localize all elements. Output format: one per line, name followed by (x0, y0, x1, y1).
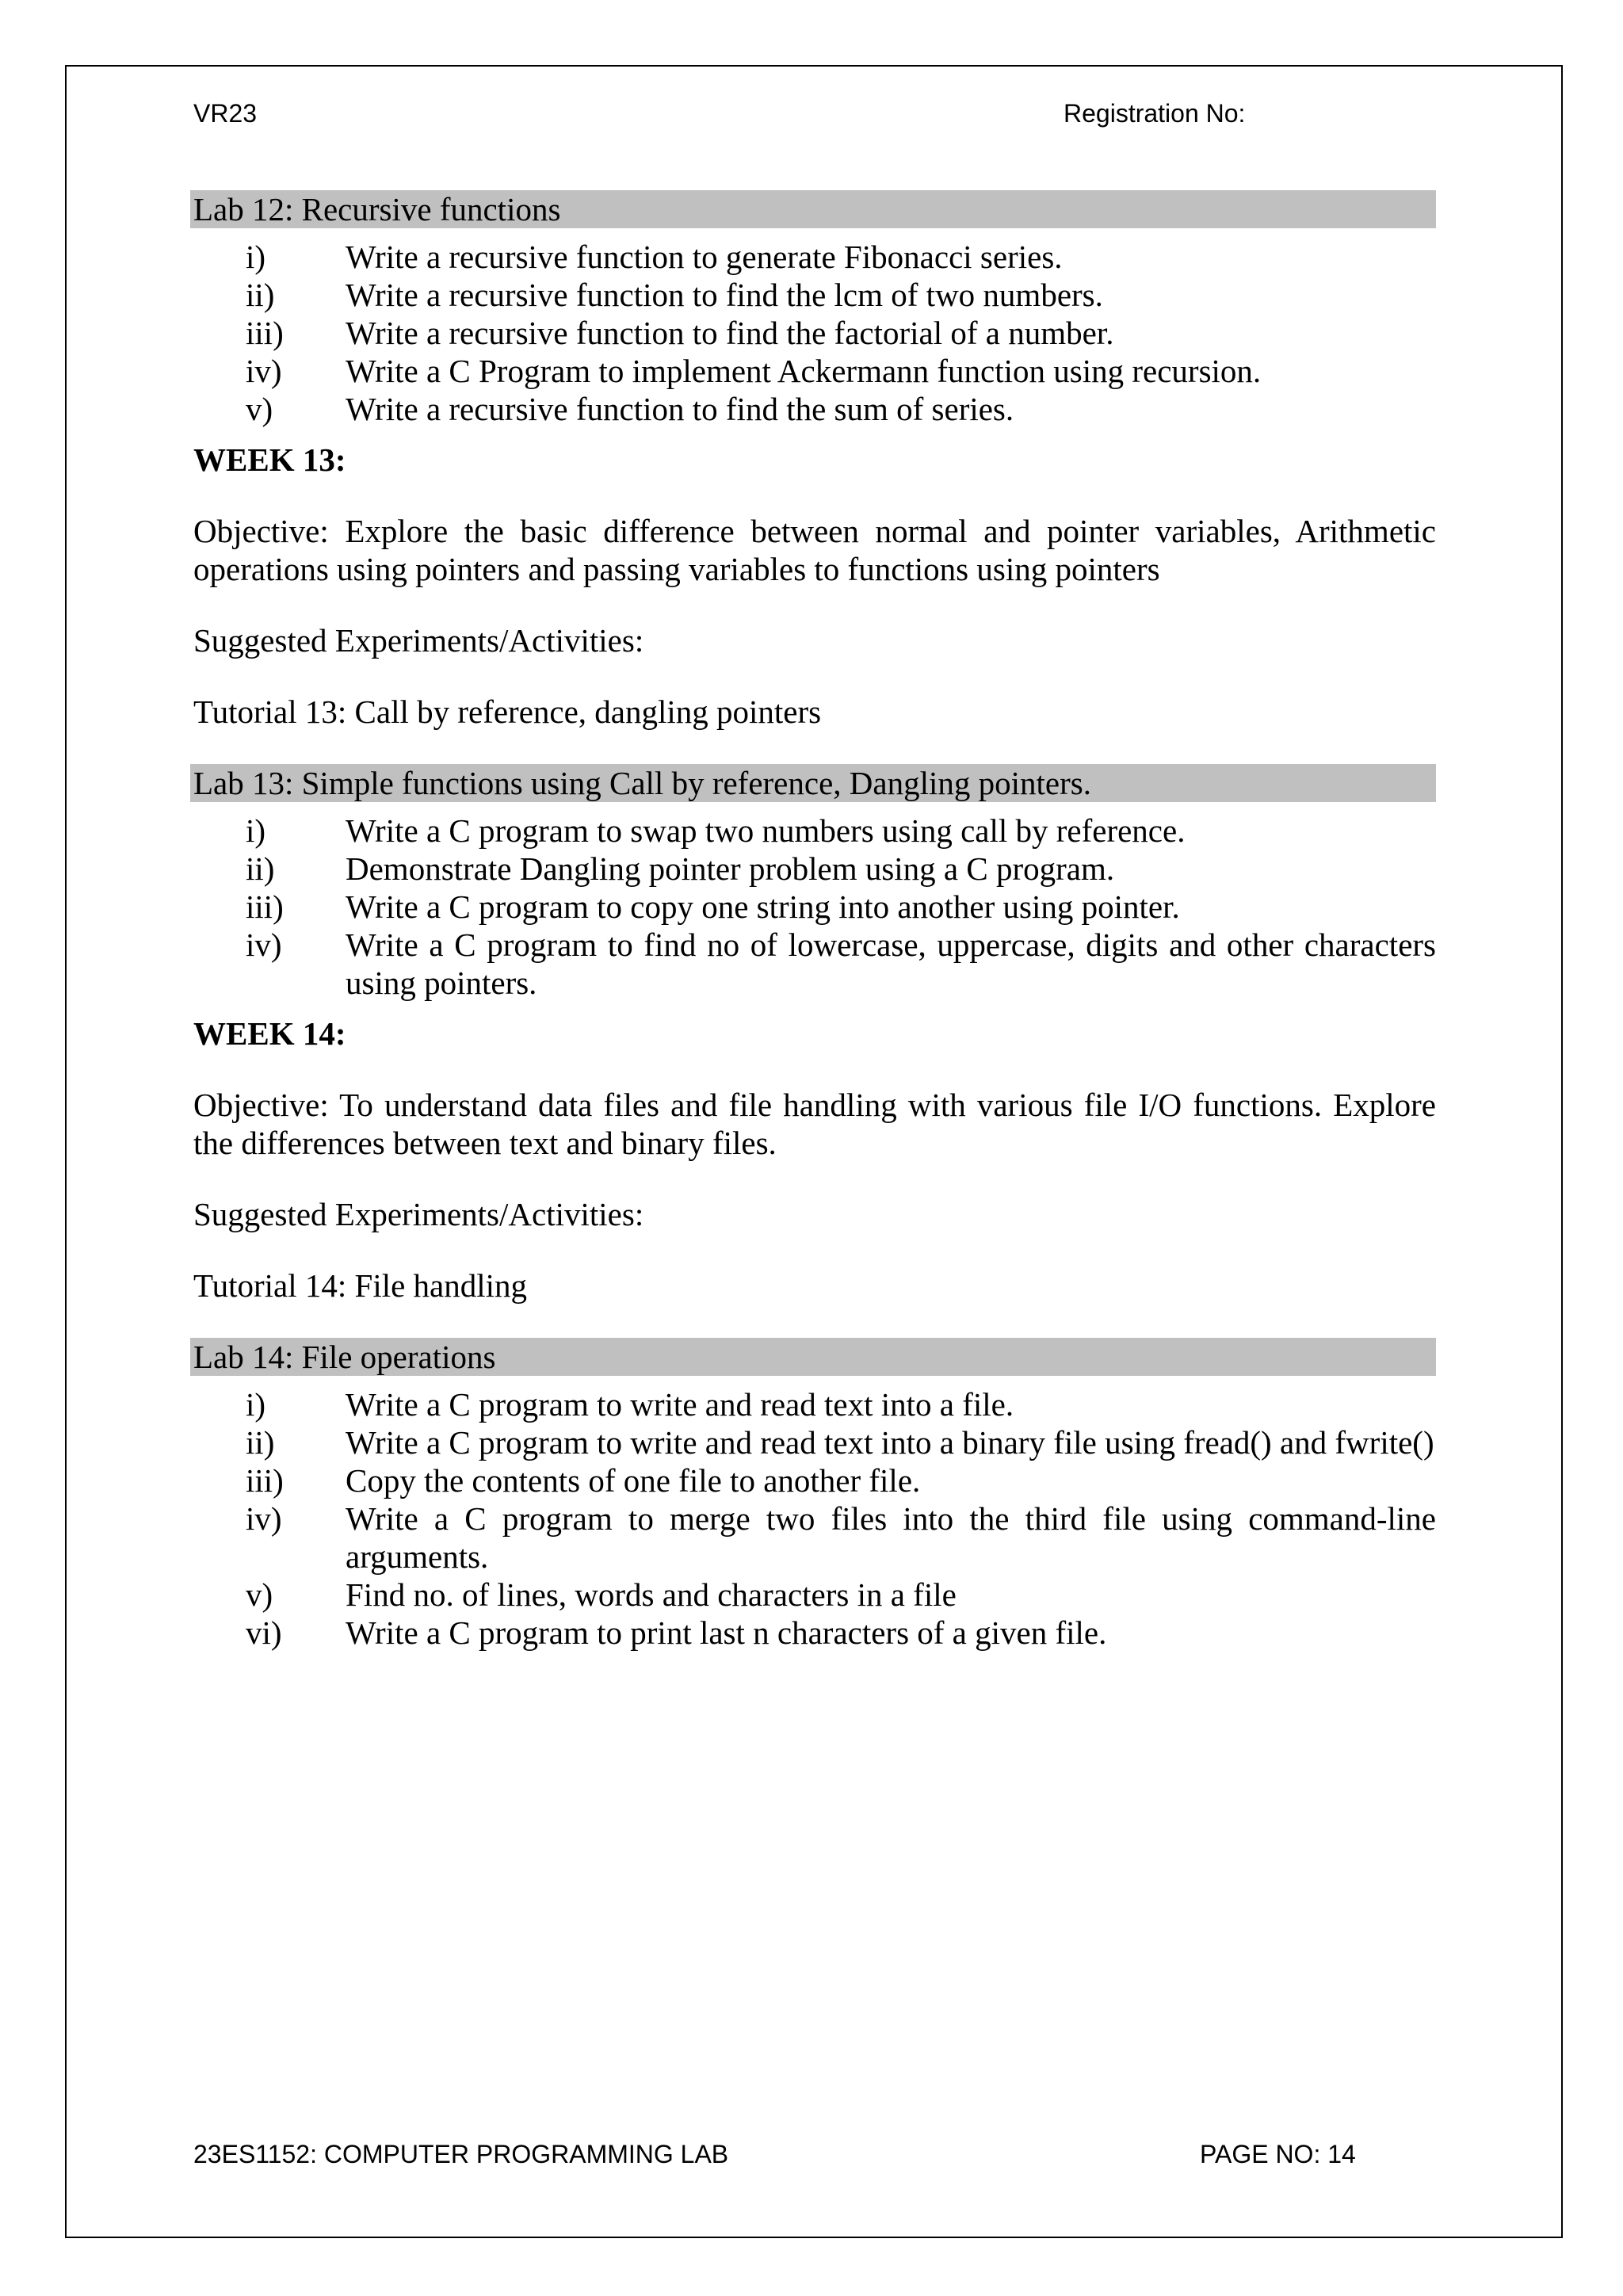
list-item (193, 1423, 1436, 1461)
item-number: iv) (246, 1500, 282, 1537)
item-number: ii) (246, 277, 275, 313)
item-number: v) (246, 391, 273, 427)
lab13-title: Lab 13: Simple functions using Call by reference, Dangling pointers. (190, 764, 1436, 802)
list-item (193, 1499, 1436, 1576)
list-item (193, 1461, 1436, 1499)
list-item (193, 888, 1436, 926)
item-number: iv) (246, 353, 282, 389)
list-item (193, 1614, 1436, 1652)
list-item (193, 238, 1436, 276)
list-item (193, 314, 1436, 352)
footer-page-number: PAGE NO: 14 (1200, 2140, 1356, 2168)
header-registration-label: Registration No: (1064, 99, 1246, 128)
footer-course-title: 23ES1152: COMPUTER PROGRAMMING LAB (193, 2140, 729, 2168)
item-text: Copy the contents of one file to another file. (346, 1462, 921, 1499)
item-number: iii) (246, 315, 284, 351)
week14-heading: WEEK 14: (193, 1015, 346, 1052)
item-text: Write a recursive function to find the sum of series. (346, 391, 1014, 427)
item-text: Write a C program to write and read text into a binary file using fread() and fwrite() (346, 1424, 1434, 1461)
list-item (193, 390, 1436, 428)
week13-objective: Objective: Explore the basic difference between normal and pointer variables, Arithmetic operations using pointers and passing variables to functions using pointers (193, 513, 1436, 587)
list-item (193, 276, 1436, 314)
lab13-list (193, 812, 1436, 1002)
week13-heading: WEEK 13: (193, 441, 346, 478)
list-item (193, 352, 1436, 390)
week14-suggested: Suggested Experiments/Activities: (193, 1196, 644, 1232)
lab14-list (193, 1385, 1436, 1652)
list-item (193, 850, 1436, 888)
item-number: iii) (246, 888, 284, 925)
week14-objective: Objective: To understand data files and file handling with various file I/O functions. Explore the differences between text and binary files. (193, 1087, 1436, 1161)
item-number: vi) (246, 1614, 282, 1651)
item-text: Write a recursive function to find the lcm of two numbers. (346, 277, 1103, 313)
list-item (193, 926, 1436, 1002)
item-text: Demonstrate Dangling pointer problem using a C program. (346, 850, 1115, 887)
item-number: ii) (246, 1424, 275, 1461)
list-item (193, 812, 1436, 850)
list-item (193, 1385, 1436, 1423)
item-text: Write a recursive function to find the factorial of a number. (346, 315, 1114, 351)
item-text: Write a C Program to implement Ackermann function using recursion. (346, 353, 1262, 389)
item-text: Write a C program to swap two numbers using call by reference. (346, 812, 1186, 849)
item-number: iv) (246, 926, 282, 963)
header-regulation: VR23 (193, 99, 258, 128)
item-number: ii) (246, 850, 275, 887)
item-number: v) (246, 1576, 273, 1613)
lab12-list (193, 238, 1436, 428)
item-number: i) (246, 239, 266, 275)
item-text: Write a C program to find no of lowercase, uppercase, digits and other characters using pointers. (346, 926, 1436, 1001)
list-item (193, 1576, 1436, 1614)
document-body (193, 190, 1436, 1652)
item-text: Write a C program to merge two files into the third file using command-line arguments. (346, 1500, 1436, 1575)
item-text: Find no. of lines, words and characters in a file (346, 1576, 957, 1613)
item-text: Write a C program to write and read text into a file. (346, 1386, 1014, 1423)
item-number: i) (246, 1386, 266, 1423)
item-text: Write a C program to print last n characters of a given file. (346, 1614, 1107, 1651)
item-number: iii) (246, 1462, 284, 1499)
item-text: Write a recursive function to generate Fibonacci series. (346, 239, 1063, 275)
week14-tutorial: Tutorial 14: File handling (193, 1267, 528, 1304)
lab14-title: Lab 14: File operations (190, 1338, 1436, 1376)
item-text: Write a C program to copy one string into another using pointer. (346, 888, 1180, 925)
week13-tutorial: Tutorial 13: Call by reference, dangling pointers (193, 693, 822, 730)
lab12-title: Lab 12: Recursive functions (190, 190, 1436, 228)
item-number: i) (246, 812, 266, 849)
week13-suggested: Suggested Experiments/Activities: (193, 622, 644, 659)
